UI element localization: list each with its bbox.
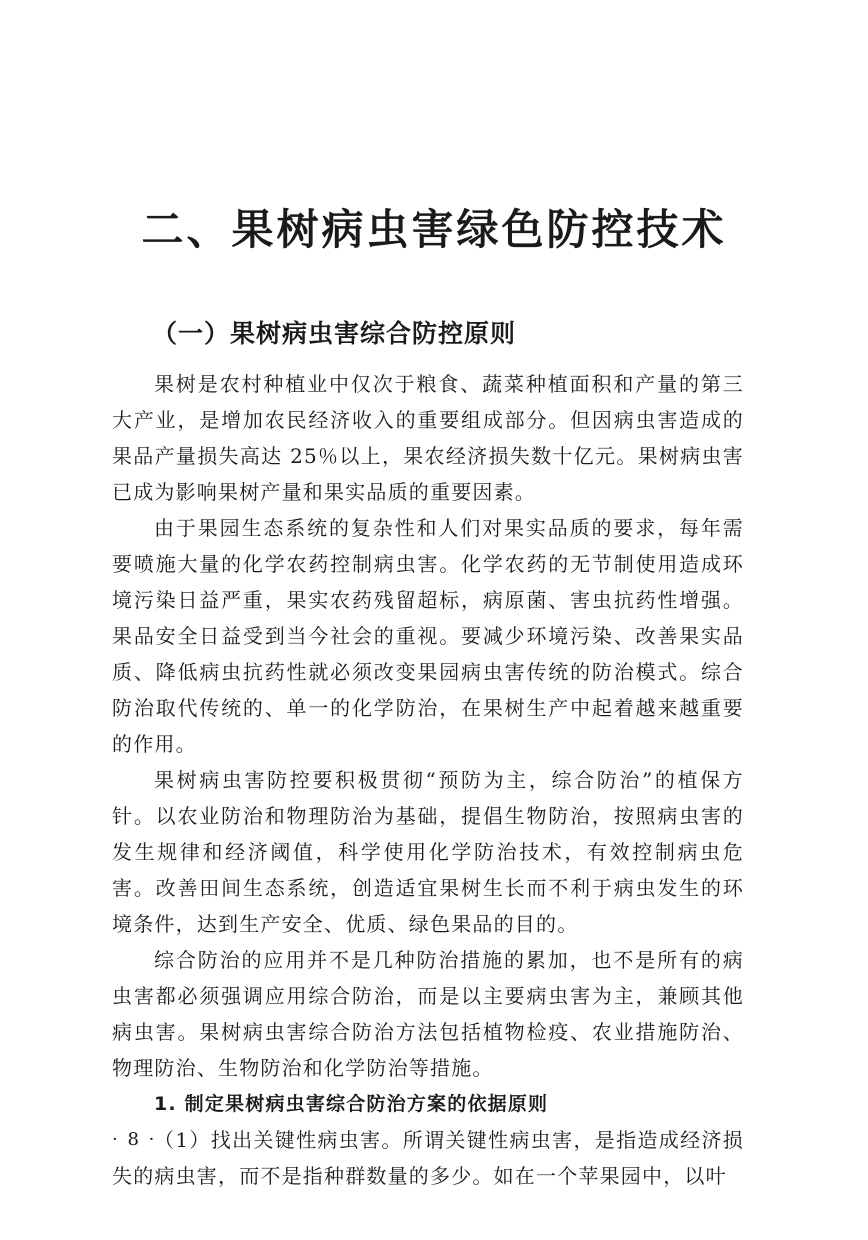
section-title: （一）果树病虫害综合防控原则 [152,319,517,348]
paragraph: 由于果园生态系统的复杂性和人们对果实品质的要求，每年需要喷施大量的化学农药控制病虫害。化学农药的无节制使用造成环境污染日益严重，果实农药残留超标，病原菌、害虫抗药性增强。果品安全日益受到当今社会的重视。要减少环境污染、改善果实品质、降低病虫抗药性就必须改变果园病虫害传统的防治模式。综合防治取代传统的、单一的化学防治，在果树生产中起着越来越重要的作用。 [112,516,744,756]
sub-heading: 1. 制定果树病虫害综合防治方案的依据原则 [154,1093,549,1115]
paragraph: 综合防治的应用并不是几种防治措施的累加，也不是所有的病虫害都必须强调应用综合防治，而是以主要病虫害为主，兼顾其他病虫害。果树病虫害综合防治方法包括植物检疫、农业措施防治、物理防治、生物防治和化学防治等措施。 [112,948,744,1080]
chapter-title: 二、果树病虫害绿色防控技术 [141,205,727,254]
paragraph: （1）找出关键性病虫害。所谓关键性病虫害，是指造成经济损失的病虫害，而不是指种群数量的多少。如在一个苹果园中，以叶 [112,1128,744,1188]
body-text [112,366,744,1194]
paragraph: 果树病虫害防控要积极贯彻“预防为主，综合防治”的植保方针。以农业防治和物理防治为基础，提倡生物防治，按照病虫害的发生规律和经济阈值，科学使用化学防治技术，有效控制病虫危害。改善田间生态系统，创造适宜果树生长而不利于病虫发生的环境条件，达到生产安全、优质、绿色果品的目的。 [112,768,744,936]
paragraph: 果树是农村种植业中仅次于粮食、蔬菜种植面积和产量的第三大产业，是增加农民经济收入的重要组成部分。但因病虫害造成的果品产量损失高达 25％以上，果农经济损失数十亿元。果树病虫害已成为影响果树产量和果实品质的重要因素。 [112,372,744,504]
page-number: · 8 · [112,1129,157,1150]
